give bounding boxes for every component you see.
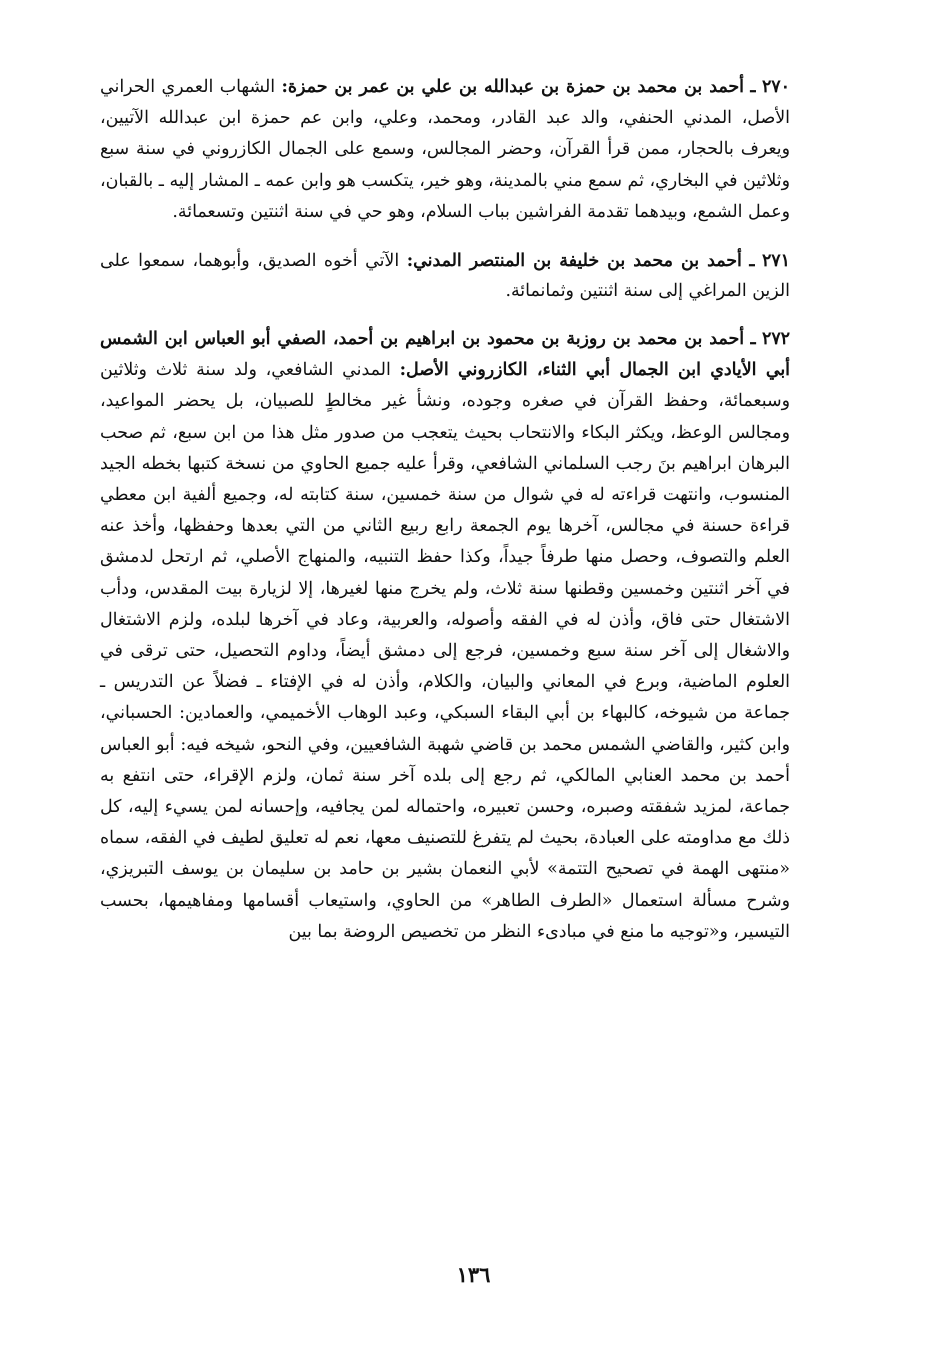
entry-heading: أحمد بن محمد بن خليفة بن المنتصر المدني: bbox=[406, 251, 742, 272]
entry-body: الآتي أخوه الصديق، وأبوهما، سمعوا على الزين المراغي إلى سنة اثنتين وثمانمائة. bbox=[100, 251, 790, 302]
entry-heading: أحمد بن محمد بن حمزة بن عبدالله بن علي بن عمر بن حمزة: bbox=[281, 77, 744, 97]
entry-number: ٢٧٢ bbox=[761, 329, 791, 350]
entry-number: ٢٧١ bbox=[761, 251, 790, 272]
entry-272: ٢٧٢ ـ أحمد بن محمد بن روزبة بن محمود بن ابراهيم بن أحمد، الصفي أبو العباس ابن الشمس أبي الأيادي ابن الجمال أبي الثناء، الكازروني الأصل: المدني الشافعي، ولد سنة ثلاث وثلاثين وسبعمائة، وحفظ القرآن في صغره وجوده، ونشأ غير مخالطٍ للصبيان، بل يحضر المواعيد، ومجالس الوعظ، ويكثر البكاء والانتحاب بحيث يتعجب من صدور مثل هذا من ابن سبع، ثم صحب البرهان ابراهيم بنَ رجب السلماني الشافعي، وقرأ عليه جميع الحاوي من نسخة كتبها بخطه الجيد المنسوب، وانتهت قراءته له في شوال من سنة خمسين، سنة كتابته له، وجميع ألفية ابن معطي قراءة حسنة في مجالس، آخرها يوم الجمعة رابع ربيع الثاني من التي بعدها وحفظها، وأخذ عنه العلم والتصوف، وحصل منها طرفاً جيداً، وكذا حفظ التنبيه، والمنهاج الأصلي، ثم ارتحل لدمشق في آخر اثنتين وخمسين وقطنها سنة ثلاث، ولم يخرج منها لغيرها، إلا لزيارة بيت المقدس، ودأب الاشتغال حتى فاق، وأذن له في الفقه وأصوله، والعربية، وعاد في آخرها لبلده، ولزم الاشتغال والاشغال إلى آخر سنة سبع وخمسين، فرجع إلى دمشق أيضاً، وداوم التحصيل، حتى ترقى في العلوم الماضية، وبرع في المعاني والبيان، والكلام، وأذن له في الإفتاء ـ فضلاً عن التدريس ـ جماعة من شيوخه، كالبهاء بن أبي البقاء السبكي، وعبد الوهاب الأخميمي، والعمادين: الحسباني، وابن كثير، والقاضي الشمس محمد بن قاضي شهبة الشافعيين، وفي النحو، شيخه فيه: أبو العباس أحمد بن محمد العنابي المالكي، ثم رجع إلى بلده آخر سنة ثمان، ولزم الإقراء، حتى انتفع به جماعة، لمزيد شفقته وصبره، وحسن تعبيره، واحتماله لمن يجافيه، وإحسانه لمن يسيء إليه، كل ذلك مع مداومته على العبادة، بحيث لم يتفرغ للتصنيف معها، نعم له تعليق لطيف في الفقه، سماه «منتهى الهمة في تصحيح التتمة» لأبي النعمان بشير بن حامد بن سليمان بن يوسف التبريزي، وشرح مسألة استعمال «الطرف الطاهر» من الحاوي، واستيعاب أقسامها ومفاهيمها، بحسب التيسير، و«توجيه ما منع في مبادىء النظر من تخصيص الروضة بما بين bbox=[100, 329, 791, 942]
entry-body: الشهاب العمري الحراني الأصل، المدني الحنفي، والد عبد القادر، ومحمد، وعلي، وابن عم حمزة ابن عبدالله الآتيين، ويعرف بالحجار، ممن قرأ القرآن، وحضر المجالس، وسمع على الجمال الكازروني في سنة سبع وثلاثين في البخاري، ثم سمع مني بالمدينة، وهو خير، يتكسب هو وابن عمه ـ المشار إليه ـ بالقبان، وعمل الشمع، وبيدهما تقدمة الفراشين بباب السلام، وهو حي في سنة اثنتين وتسعمائة. bbox=[100, 77, 790, 222]
entry-number: ٢٧٠ bbox=[761, 77, 790, 97]
entry-body: المدني الشافعي، ولد سنة ثلاث وثلاثين وسبعمائة، وحفظ القرآن في صغره وجوده، ونشأ غير مخالطٍ للصبيان، بل يحضر المواعيد، ومجالس الوعظ، ويكثر البكاء والانتحاب بحيث يتعجب من صدور مثل هذا من ابن سبع، ثم صحب البرهان ابراهيم بنَ رجب السلماني الشافعي، وقرأ عليه جميع الحاوي من نسخة كتبها بخطه الجيد المنسوب، وانتهت قراءته له في شوال من سنة خمسين، سنة كتابته له، وجميع ألفية ابن معطي قراءة حسنة في مجالس، آخرها يوم الجمعة رابع ربيع الثاني من التي بعدها وحفظها، وأخذ عنه العلم والتصوف، وحصل منها طرفاً جيداً، وكذا حفظ التنبيه، والمنهاج الأصلي، ثم ارتحل لدمشق في آخر اثنتين وخمسين وقطنها سنة ثلاث، ولم يخرج منها لغيرها، إلا لزيارة بيت المقدس، ودأب الاشتغال حتى فاق، وأذن له في الفقه وأصوله، والعربية، وعاد في آخرها لبلده، ولزم الاشتغال والاشغال إلى آخر سنة سبع وخمسين، فرجع إلى دمشق أيضاً، وداوم التحصيل، حتى ترقى في العلوم الماضية، وبرع في المعاني والبيان، والكلام، وأذن له في الإفتاء ـ فضلاً عن التدريس ـ جماعة من شيوخه، كالبهاء بن أبي البقاء السبكي، وعبد الوهاب الأخميمي، والعمادين: الحسباني، وابن كثير، والقاضي الشمس محمد بن قاضي شهبة الشافعيين، وفي النحو، شيخه فيه: أبو العباس أحمد بن محمد العنابي المالكي، ثم رجع إلى بلده آخر سنة ثمان، ولزم الإقراء، حتى انتفع به جماعة، لمزيد شفقته وصبره، وحسن تعبيره، واحتماله لمن يجافيه، وإحسانه لمن يسيء إليه، كل ذلك مع مداومته على العبادة، بحيث لم يتفرغ للتصنيف معها، نعم له تعليق لطيف في الفقه، سماه «منتهى الهمة في تصحيح التتمة» لأبي النعمان بشير بن حامد بن سليمان بن يوسف التبريزي، وشرح مسألة استعمال «الطرف الطاهر» من الحاوي، واستيعاب أقسامها ومفاهيمها، بحسب التيسير، و«توجيه ما منع في مبادىء النظر من تخصيص الروضة بما بين bbox=[100, 360, 790, 942]
entry-271: ٢٧١ ـ أحمد بن محمد بن خليفة بن المنتصر المدني: الآتي أخوه الصديق، وأبوهما، سمعوا على الزين المراغي إلى سنة اثنتين وثمانمائة. bbox=[100, 251, 790, 302]
entry-270: ٢٧٠ ـ أحمد بن محمد بن حمزة بن عبدالله بن علي بن عمر بن حمزة: الشهاب العمري الحراني الأصل، المدني الحنفي، والد عبد القادر، ومحمد، وعلي، وابن عم حمزة ابن عبدالله الآتيين، ويعرف بالحجار، ممن قرأ القرآن، وحضر المجالس، وسمع على الجمال الكازروني في سنة سبع وثلاثين في البخاري، ثم سمع مني بالمدينة، وهو خير، يتكسب هو وابن عمه ـ المشار إليه ـ بالقبان، وعمل الشمع، وبيدهما تقدمة الفراشين بباب السلام، وهو حي في سنة اثنتين وتسعمائة. bbox=[100, 77, 790, 222]
page-number: ١٣٦ bbox=[456, 1262, 491, 1287]
entry-heading: أحمد بن محمد بن روزبة بن محمود بن ابراهيم بن أحمد، الصفي أبو العباس ابن الشمس أبي الأيادي ابن الجمال أبي الثناء، الكازروني الأصل: bbox=[100, 329, 790, 381]
page-text bbox=[100, 72, 790, 948]
